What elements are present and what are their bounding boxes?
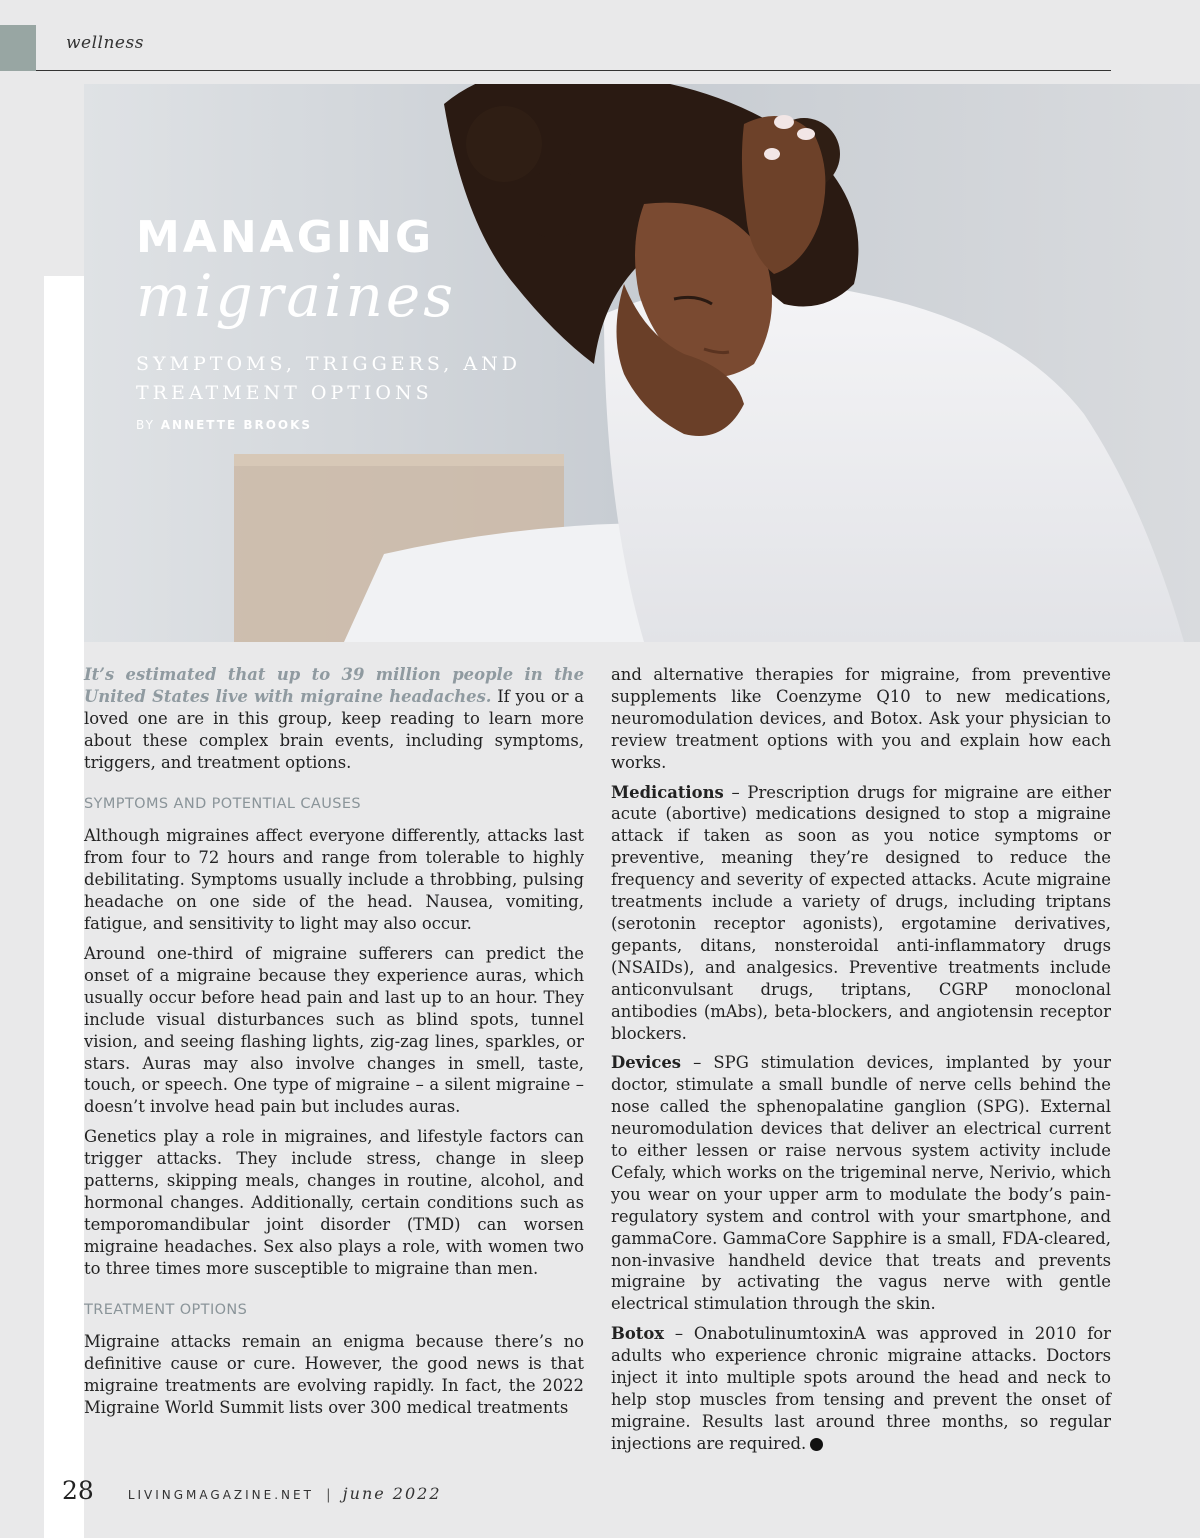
section-tab-marker [0,25,36,71]
page-footer [62,1476,442,1506]
medications-term: Medications [611,782,724,802]
byline-author: ANNETTE BROOKS [160,418,313,432]
article-subtitle-line1: SYMPTOMS, TRIGGERS, AND [136,353,521,375]
article-subtitle-line2: TREATMENT OPTIONS [136,382,433,404]
article-title-main: MANAGING [136,212,435,263]
article-subtitle [136,350,521,408]
left-accent-bar [44,276,84,1538]
paragraph: Around one-third of migraine sufferers can predict the onset of a migraine because they experience auras, which usually occur before head pain and last up to an hour. They include visual disturbances such as blind spots, tunnel vision, and seeing flashing lights, zig-zag lines, sparkles, or stars. Auras may also involve changes in smell, taste, touch, or speech. One type of migraine – a silent migraine – doesn’t involve head pain but includes auras. [84,943,584,1117]
botox-term: Botox [611,1324,665,1344]
paragraph: Although migraines affect everyone differently, attacks last from four to 72 hours and range from tolerable to highly debilitating. Symptoms usually include a throbbing, pulsing headache on one side of the head. Nausea, vomiting, fatigue, and sensitivity to light may also occur. [84,826,584,934]
byline-prefix: BY [136,418,155,432]
issue-date: june 2022 [342,1484,442,1503]
subhead-symptoms: SYMPTOMS AND POTENTIAL CAUSES [84,795,362,812]
botox-paragraph [611,1323,1111,1454]
paragraph: and alternative therapies for migraine, from preventive supplements like Coenzyme Q10 to new medications, neuromodulation devices, and Botox. Ask your physician to review treatment options with you and explain how each works. [611,665,1111,772]
botox-text: – OnabotulinumtoxinA was approved in 2010 for adults who experience chronic migraine attacks. Doctors inject it into multiple spots around the head and neck to help stop muscles from tensing and prevent the onset of migraine. Results last around three months, so regular injections are required. [611,1324,1111,1453]
intro-paragraph [84,664,584,774]
end-of-article-icon [810,1438,823,1451]
section-label: wellness [66,33,144,53]
paragraph: Migraine attacks remain an enigma because there’s no definitive cause or cure. However, the good news is that migraine treatments are evolving rapidly. In fact, the 2022 Migraine World Summit lists over 300 medical treatments [84,1332,584,1418]
devices-text: – SPG stimulation devices, implanted by your doctor, stimulate a small bundle of nerve cells behind the nose called the sphenopalatine ganglion (SPG). External neuromodulation devices that deliver an electrical current to either lessen or raise nervous system activity include Cefaly, which works on the trigeminal nerve, Nerivio, which you wear on your upper arm to modulate the body’s pain-regulatory system and control with your smartphone, and gammaCore. GammaCore Sapphire is a small, FDA-cleared, non-invasive handheld device that treats and prevents migraine by activating the vagus nerve with gentle electrical stimulation through the skin. [611,1053,1111,1314]
subhead-treatment: TREATMENT OPTIONS [84,1301,248,1318]
article-column-right [611,664,1111,1463]
footer-separator: | [325,1487,331,1503]
intro-text: If you or a loved one are in this group, keep reading to learn more about these complex brain events, including symptoms, triggers, and treatment options. [84,686,585,772]
article-column-left [84,664,584,1427]
paragraph: Genetics play a role in migraines, and lifestyle factors can trigger attacks. They include stress, change in sleep patterns, skipping meals, changes in routine, alcohol, and hormonal changes. Additionally, certain conditions such as temporomandibular joint disorder (TMD) can worsen migraine headaches. Sex also plays a role, with women two to three times more susceptible to migraine than men. [84,1127,584,1278]
magazine-site: LIVINGMAGAZINE.NET [127,1488,314,1502]
article-title-script: migraines [136,262,456,330]
devices-term: Devices [611,1053,682,1073]
article-title-block [136,212,521,432]
devices-paragraph [611,1052,1111,1315]
byline [136,418,521,432]
medications-text: – Prescription drugs for migraine are either acute (abortive) medications designed to stop a migraine attack if taken as soon as you notice symptoms or preventive, meaning they’re designed to reduce the frequency and severity of expected attacks. Acute migraine treatments include a variety of drugs, including triptans (serotonin receptor agonists), ergotamine derivatives, gepants, ditans, nonsteroidal anti-inflammatory drugs (NSAIDs), and analgesics. Preventive treatments include anticonvulsant drugs, triptans, CGRP monoclonal antibodies (mAbs), beta-blockers, and angiotensin receptor blockers. [611,782,1111,1043]
header-rule [36,70,1111,71]
lead-sentence: It’s estimated that up to 39 million people in the United States live with migraine headaches. [84,665,584,706]
medications-paragraph [611,782,1111,1045]
page-number: 28 [62,1476,94,1505]
